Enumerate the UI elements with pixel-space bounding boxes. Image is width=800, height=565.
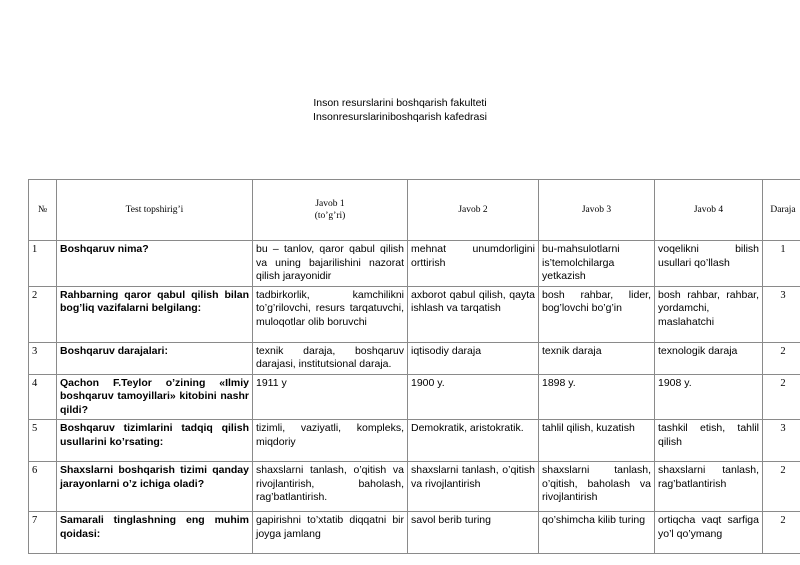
answer3-cell: qo’shimcha kilib turing: [539, 512, 655, 554]
row-number: 5: [29, 420, 57, 462]
answer2-cell: mehnat unumdorligini orttirish: [408, 241, 539, 287]
level-cell: 3: [763, 286, 800, 342]
answer1-cell: tadbirkorlik, kamchilikni to’g’rilovchi, resurs tarqatuvchi, muloqotlar olib boruvchi: [253, 286, 408, 342]
question-cell: Shaxslarni boshqarish tizimi qanday jarayonlarni o’z ichiga oladi?: [57, 462, 253, 512]
department-name: Insonresurslariniboshqarish kafedrasi: [313, 111, 487, 123]
table-row: [29, 420, 800, 462]
answer1-label: Javob 1: [315, 199, 345, 209]
row-number: 4: [29, 374, 57, 420]
level-cell: 2: [763, 512, 800, 554]
answer2-cell: 1900 y.: [408, 374, 539, 420]
col-header-question: Test topshirig’i: [57, 180, 253, 241]
table-row: [29, 512, 800, 554]
level-cell: 2: [763, 342, 800, 374]
col-header-level: Daraja: [763, 180, 800, 241]
answer1-cell: gapirishni to’xtatib diqqatni bir joyga jamlang: [253, 512, 408, 554]
table-header-row: [29, 180, 800, 241]
question-cell: Rahbarning qaror qabul qilish bilan bog’liq vazifalarni belgilang:: [57, 286, 253, 342]
level-cell: 3: [763, 420, 800, 462]
col-header-number: №: [29, 180, 57, 241]
answer3-cell: 1898 y.: [539, 374, 655, 420]
question-cell: Boshqaruv tizimlarini tadqiq qilish usullarini ko’rsating:: [57, 420, 253, 462]
table-row: [29, 286, 800, 342]
answer4-cell: tashkil etish, tahlil qilish: [655, 420, 763, 462]
col-header-answer4: Javob 4: [655, 180, 763, 241]
answer2-cell: Demokratik, aristokratik.: [408, 420, 539, 462]
answer2-cell: axborot qabul qilish, qayta ishlash va tarqatish: [408, 286, 539, 342]
table-row: [29, 462, 800, 512]
answer3-cell: bosh rahbar, lider, bog’lovchi bo’g’in: [539, 286, 655, 342]
table-row: [29, 374, 800, 420]
answer4-cell: 1908 y.: [655, 374, 763, 420]
answer3-cell: bu-mahsulotlarni is’temolchilarga yetkazish: [539, 241, 655, 287]
question-cell: Boshqaruv nima?: [57, 241, 253, 287]
test-table: [28, 179, 800, 554]
row-number: 1: [29, 241, 57, 287]
answer1-cell: tizimli, vaziyatli, kompleks, miqdoriy: [253, 420, 408, 462]
answer4-cell: ortiqcha vaqt sarfiga yo’l qo’ymang: [655, 512, 763, 554]
col-header-answer2: Javob 2: [408, 180, 539, 241]
row-number: 7: [29, 512, 57, 554]
answer3-cell: texnik daraja: [539, 342, 655, 374]
row-number: 2: [29, 286, 57, 342]
answer4-cell: shaxslarni tanlash, rag’batlantirish: [655, 462, 763, 512]
table-row: [29, 241, 800, 287]
document-header: [0, 96, 800, 124]
level-cell: 1: [763, 241, 800, 287]
answer2-cell: savol berib turing: [408, 512, 539, 554]
col-header-answer3: Javob 3: [539, 180, 655, 241]
level-cell: 2: [763, 462, 800, 512]
answer1-cell: shaxslarni tanlash, o’qitish va rivojlantirish, baholash, rag’batlantirish.: [253, 462, 408, 512]
table-row: [29, 342, 800, 374]
row-number: 3: [29, 342, 57, 374]
answer4-cell: voqelikni bilish usullari qo’llash: [655, 241, 763, 287]
col-header-answer1: [253, 180, 408, 241]
answer2-cell: iqtisodiy daraja: [408, 342, 539, 374]
question-cell: Qachon F.Teylor o’zining «Ilmiy boshqaruv tamoyillari» kitobini nashr qildi?: [57, 374, 253, 420]
answer1-cell: bu – tanlov, qaror qabul qilish va uning bajarilishini nazorat qilish jarayonidir: [253, 241, 408, 287]
question-cell: Samarali tinglashning eng muhim qoidasi:: [57, 512, 253, 554]
answer4-cell: texnologik daraja: [655, 342, 763, 374]
answer2-cell: shaxslarni tanlash, o’qitish va rivojlantirish: [408, 462, 539, 512]
answer1-cell: texnik daraja, boshqaruv darajasi, institutsional daraja.: [253, 342, 408, 374]
answer1-cell: 1911 y: [253, 374, 408, 420]
question-cell: Boshqaruv darajalari:: [57, 342, 253, 374]
answer3-cell: shaxslarni tanlash, o’qitish, baholash va rivojlantirish: [539, 462, 655, 512]
answer1-note: (to’g’ri): [314, 211, 346, 221]
faculty-name: Inson resurslarini boshqarish fakulteti: [313, 97, 487, 109]
answer4-cell: bosh rahbar, rahbar, yordamchi, maslahatchi: [655, 286, 763, 342]
answer3-cell: tahlil qilish, kuzatish: [539, 420, 655, 462]
row-number: 6: [29, 462, 57, 512]
level-cell: 2: [763, 374, 800, 420]
